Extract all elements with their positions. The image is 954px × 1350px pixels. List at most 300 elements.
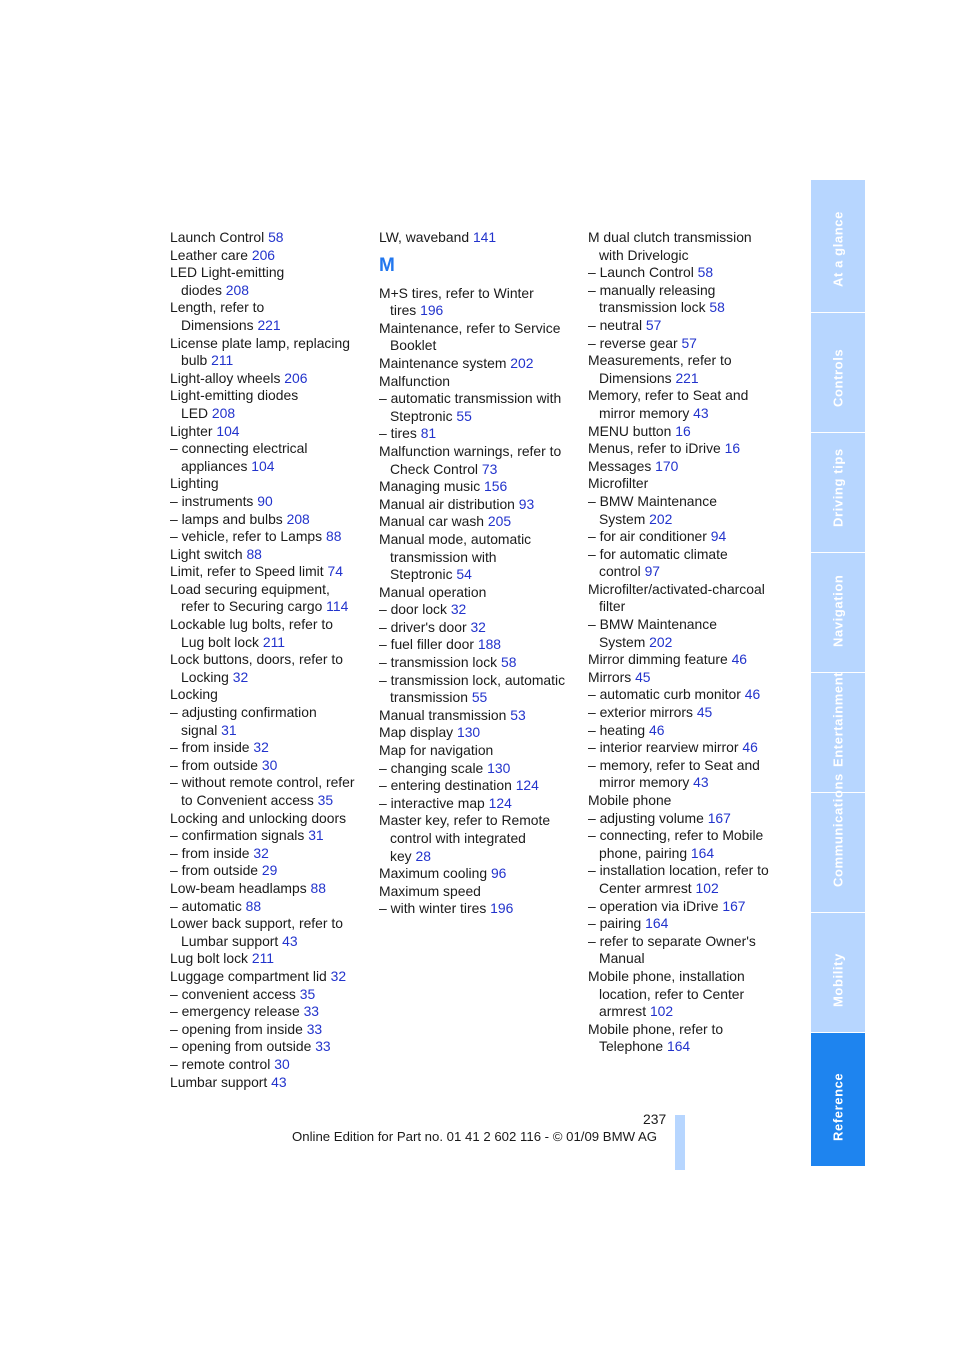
tab-mobility[interactable] [811, 913, 865, 1033]
index-term: – door lock [379, 601, 447, 618]
index-entry-line [170, 634, 370, 652]
index-entry [170, 1021, 370, 1039]
page-reference-link[interactable]: 164 [690, 844, 715, 861]
page-reference-link[interactable]: 141 [472, 229, 497, 245]
page-reference-link[interactable]: 96 [490, 865, 507, 882]
index-term: bulb [181, 352, 208, 369]
page-reference-link[interactable]: 167 [707, 809, 731, 826]
index-term: – emergency release [170, 1003, 300, 1020]
page-reference-link[interactable]: 104 [216, 422, 240, 439]
page-reference-link[interactable]: 93 [518, 495, 535, 512]
tab-controls[interactable] [811, 313, 865, 433]
index-entry [379, 496, 579, 514]
index-term: diodes [181, 281, 222, 298]
index-term: Manual operation [379, 583, 487, 600]
index-term: Manual air distribution [379, 495, 515, 512]
index-entry [170, 810, 370, 828]
page-reference-link[interactable]: 88 [246, 545, 262, 562]
page-reference-link[interactable]: 58 [268, 229, 284, 245]
tab-navigation[interactable] [811, 553, 865, 673]
page-reference-link[interactable]: 43 [282, 932, 298, 949]
page-reference-link[interactable]: 58 [709, 299, 725, 316]
page-reference-link[interactable]: 206 [251, 246, 276, 263]
tab-reference[interactable] [811, 1033, 865, 1167]
index-term: Maintenance, refer to Service [379, 319, 561, 336]
index-entry-line [170, 845, 370, 863]
index-entry-line [379, 443, 579, 461]
index-entry [170, 774, 370, 809]
page-reference-link[interactable]: 88 [325, 528, 342, 545]
page-reference-link[interactable]: 32 [232, 668, 249, 685]
index-entry-line [588, 317, 788, 335]
index-term: signal [181, 721, 218, 738]
index-entry [588, 862, 788, 897]
page-reference-link[interactable]: 130 [456, 724, 481, 741]
index-entry-line [588, 598, 788, 616]
page-reference-link[interactable]: 208 [211, 404, 236, 421]
page-reference-link[interactable]: 53 [510, 706, 526, 723]
page-reference-link[interactable]: 58 [697, 264, 714, 281]
index-term: – reverse gear [588, 334, 678, 351]
page-number: 237 [643, 1111, 667, 1127]
index-entry-line [170, 950, 370, 968]
index-term: – transmission lock, automatic [379, 671, 566, 688]
index-term: Low-beam headlamps [170, 879, 307, 896]
page-reference-link[interactable]: 102 [649, 1003, 674, 1020]
page-reference-link[interactable]: 43 [693, 774, 709, 791]
index-entry [170, 475, 370, 493]
page-reference-link[interactable]: 28 [415, 847, 431, 864]
index-entry [588, 317, 788, 335]
page-reference-link[interactable]: 35 [299, 985, 316, 1002]
page-reference-link[interactable]: 94 [710, 528, 727, 545]
index-entry-line [588, 335, 788, 353]
page-reference-link[interactable]: 46 [649, 721, 665, 738]
index-term: MENU button [588, 422, 672, 439]
page-reference-link[interactable]: 32 [470, 618, 486, 635]
index-term: – adjusting confirmation [170, 704, 317, 721]
index-entry-line [379, 425, 579, 443]
index-entry [588, 335, 788, 353]
index-entry-line [379, 549, 579, 567]
index-entry [170, 247, 370, 265]
page-reference-link[interactable]: 97 [644, 563, 661, 580]
index-term: Lower back support, refer to [170, 915, 343, 932]
index-entry-line [588, 739, 788, 757]
page-reference-link[interactable]: 46 [742, 739, 758, 756]
index-entry-line [588, 264, 788, 282]
index-term: – from inside [170, 739, 250, 756]
index-entry-line [170, 229, 370, 247]
page-reference-link[interactable]: 164 [666, 1038, 691, 1055]
index-entry-line [170, 968, 370, 986]
index-entry-line [588, 933, 788, 951]
index-term: Center armrest [599, 879, 692, 896]
index-entry-line [170, 370, 370, 388]
page-reference-link[interactable]: 196 [490, 900, 514, 917]
index-entry [588, 229, 788, 264]
page-reference-link[interactable]: 55 [456, 407, 472, 424]
page-reference-link[interactable]: 43 [271, 1073, 287, 1090]
index-term: – pairing [588, 915, 642, 932]
index-term: – Launch Control [588, 264, 694, 281]
index-entry [170, 581, 370, 616]
index-entry-line [588, 475, 788, 493]
index-entry-line [170, 546, 370, 564]
index-entry-line [588, 845, 788, 863]
index-term: Memory, refer to Seat and [588, 387, 749, 404]
index-entry [170, 229, 370, 247]
index-term: Booklet [390, 337, 437, 354]
index-term: armrest [599, 1003, 647, 1020]
index-term: Steptronic [390, 566, 453, 583]
index-entry-line [170, 282, 370, 300]
page-reference-link[interactable]: 31 [308, 827, 324, 844]
index-entry-line [588, 282, 788, 300]
index-term: mirror memory [599, 774, 690, 791]
index-term: Limit, refer to Speed limit [170, 563, 324, 580]
index-entry [170, 651, 370, 686]
page-reference-link[interactable]: 102 [695, 879, 719, 896]
index-entry-line [170, 423, 370, 441]
index-entry [588, 264, 788, 282]
index-term: Mirror dimming feature [588, 651, 728, 668]
index-entry [170, 335, 370, 370]
page-reference-link[interactable]: 170 [655, 457, 679, 474]
index-term: – connecting, refer to Mobile [588, 827, 764, 844]
index-entry-line [170, 722, 370, 740]
index-entry-line [379, 795, 579, 813]
index-entry-line [588, 792, 788, 810]
page-reference-link[interactable]: 188 [477, 636, 502, 653]
page-reference-link[interactable]: 32 [330, 967, 347, 984]
page-reference-link[interactable]: 30 [261, 756, 278, 773]
index-entry [170, 299, 370, 334]
page-reference-link[interactable]: 208 [225, 281, 249, 298]
page-reference-link[interactable]: 221 [675, 369, 699, 386]
index-term: – BMW Maintenance [588, 616, 717, 633]
index-term: Map display [379, 724, 454, 741]
index-entry [588, 722, 788, 740]
index-entry [379, 777, 579, 795]
index-term: Dimensions [181, 316, 254, 333]
index-entry-line [588, 1021, 788, 1039]
index-entry [588, 282, 788, 317]
index-term: Locking and unlocking doors [170, 809, 347, 826]
index-entry-line [170, 651, 370, 669]
index-entry [379, 320, 579, 355]
page-reference-link[interactable]: 57 [645, 316, 662, 333]
index-entry [170, 387, 370, 422]
index-entry [588, 968, 788, 1021]
page-reference-link[interactable]: 211 [262, 633, 286, 650]
index-entry [379, 742, 579, 760]
index-entry-line [588, 1038, 788, 1056]
index-entry-line [170, 511, 370, 529]
index-entry-line [379, 531, 579, 549]
index-term: Maximum cooling [379, 865, 488, 882]
page-reference-link[interactable]: 35 [317, 792, 334, 808]
index-entry-line [170, 915, 370, 933]
index-term: Microfilter/activated-charcoal [588, 580, 765, 597]
index-entry [170, 370, 370, 388]
tab-driving-tips[interactable] [811, 433, 865, 553]
index-entry [170, 1074, 370, 1092]
index-column-1 [170, 229, 370, 1091]
index-term: Locking [181, 668, 229, 685]
index-entry [379, 601, 579, 619]
index-entry [588, 1021, 788, 1056]
page-reference-link[interactable]: 43 [693, 404, 709, 421]
index-term: Manual [599, 950, 645, 967]
index-entry-line [588, 387, 788, 405]
index-entry [379, 478, 579, 496]
index-entry [379, 900, 579, 918]
index-term: System [599, 633, 646, 650]
index-entry [170, 739, 370, 757]
page-reference-link[interactable]: 16 [724, 440, 741, 457]
index-entry-line [588, 862, 788, 880]
page-reference-link[interactable]: 104 [251, 457, 275, 474]
index-entry [379, 760, 579, 778]
page-reference-link[interactable]: 88 [245, 897, 262, 914]
index-entry-line [379, 390, 579, 408]
page-reference-link[interactable]: 211 [251, 950, 275, 967]
index-entry-line [588, 352, 788, 370]
page-reference-link[interactable]: 32 [253, 739, 269, 756]
index-entry-line [588, 915, 788, 933]
index-entry-line [379, 337, 579, 355]
page-reference-link[interactable]: 45 [696, 704, 713, 721]
tab-at-a-glance[interactable] [811, 180, 865, 313]
index-entry [588, 810, 788, 828]
index-term: – confirmation signals [170, 827, 305, 844]
index-entry-line [379, 584, 579, 602]
index-entry-line [170, 880, 370, 898]
index-term: – lamps and bulbs [170, 510, 283, 527]
index-entry [170, 440, 370, 475]
letter-heading: M [379, 254, 395, 276]
index-entry [170, 1038, 370, 1056]
index-entry-line [588, 563, 788, 581]
page-reference-link[interactable]: 88 [310, 879, 326, 896]
index-entry-line [588, 774, 788, 792]
index-term: Leather care [170, 246, 248, 263]
index-entry-line [379, 742, 579, 760]
index-term: Manual transmission [379, 706, 507, 723]
page-reference-link[interactable]: 32 [450, 601, 467, 618]
index-entry-line [170, 862, 370, 880]
page-reference-link[interactable]: 73 [481, 460, 498, 477]
page-reference-link[interactable]: 208 [286, 510, 310, 527]
index-entry [379, 883, 579, 901]
index-term: – exterior mirrors [588, 704, 693, 721]
index-entry-line [379, 320, 579, 338]
index-entry-line [170, 669, 370, 687]
index-entry [170, 493, 370, 511]
page-reference-link[interactable]: 130 [487, 759, 511, 776]
index-entry [588, 898, 788, 916]
page-reference-link[interactable]: 46 [731, 651, 748, 668]
index-term: location, refer to Center [599, 985, 745, 1002]
index-entry-line [588, 827, 788, 845]
index-term: Lug bolt lock [170, 950, 248, 967]
index-entry-line [170, 581, 370, 599]
index-term: – BMW Maintenance [588, 492, 717, 509]
page-reference-link[interactable]: 29 [261, 862, 278, 879]
page-reference-link[interactable]: 57 [681, 334, 697, 351]
index-entry-line [379, 601, 579, 619]
index-term: Measurements, refer to [588, 352, 732, 369]
index-entry-line [588, 405, 788, 423]
index-entry-line [379, 724, 579, 742]
index-entry-line [588, 247, 788, 265]
index-entry [379, 672, 579, 707]
index-term: Light switch [170, 545, 243, 562]
index-term: – vehicle, refer to Lamps [170, 528, 323, 545]
page-reference-link[interactable]: 74 [327, 563, 343, 580]
page-reference-link[interactable]: 58 [500, 654, 517, 671]
page-reference-link[interactable]: 46 [744, 686, 761, 703]
page-reference-link[interactable]: 202 [649, 633, 673, 650]
index-entry [588, 493, 788, 528]
page-reference-link[interactable]: 54 [456, 566, 472, 583]
index-term: – automatic transmission with [379, 390, 562, 407]
page-reference-link[interactable]: 31 [221, 721, 237, 738]
index-entry-line [379, 848, 579, 866]
index-term: – memory, refer to Seat and [588, 756, 760, 773]
page-reference-link[interactable]: 114 [326, 598, 349, 615]
index-entry-line [588, 880, 788, 898]
index-entry-line [170, 528, 370, 546]
page-reference-link[interactable]: 32 [253, 844, 269, 861]
page-reference-link[interactable]: 221 [257, 316, 281, 333]
index-entry-line [170, 757, 370, 775]
index-term: to Convenient access [181, 792, 314, 808]
index-entry-line [170, 933, 370, 951]
index-term: Mirrors [588, 668, 632, 685]
index-entry-line [170, 563, 370, 581]
index-term: Maintenance system [379, 354, 507, 371]
index-entry-line [379, 619, 579, 637]
index-entry [379, 390, 579, 425]
index-entry-line [379, 229, 579, 247]
page-reference-link[interactable]: 202 [649, 510, 673, 527]
page-reference-link[interactable]: 205 [487, 513, 512, 530]
index-term: Steptronic [390, 407, 453, 424]
index-entry-line [379, 707, 579, 725]
index-term: Lighting [170, 475, 219, 492]
page-reference-link[interactable]: 167 [722, 897, 746, 914]
page-reference-link[interactable]: 196 [420, 302, 444, 319]
index-entry-line [170, 704, 370, 722]
index-term: Telephone [599, 1038, 664, 1055]
index-term: Luggage compartment lid [170, 967, 327, 984]
index-entry-line [588, 458, 788, 476]
index-entry-line [170, 317, 370, 335]
page-reference-link[interactable]: 156 [484, 478, 508, 495]
index-entry [588, 669, 788, 687]
index-entry-line [379, 478, 579, 496]
index-entry [170, 898, 370, 916]
index-entry-line [170, 493, 370, 511]
index-entry-line [588, 546, 788, 564]
index-entry [170, 880, 370, 898]
index-entry [379, 513, 579, 531]
index-entry [588, 827, 788, 862]
page-reference-link[interactable]: 33 [306, 1020, 323, 1037]
index-term: with Drivelogic [599, 246, 689, 263]
tab-label: Entertainment [830, 671, 846, 767]
page-reference-link[interactable]: 33 [303, 1003, 320, 1020]
index-term: Lighter [170, 422, 213, 439]
index-term: Lug bolt lock [181, 633, 259, 650]
index-entry [170, 1003, 370, 1021]
index-entry-line [379, 865, 579, 883]
index-term: Lumbar support [170, 1073, 268, 1090]
index-entry [379, 531, 579, 584]
index-entry-line [588, 511, 788, 529]
index-entry-line [170, 898, 370, 916]
index-entry [588, 651, 788, 669]
index-term: – for air conditioner [588, 528, 707, 545]
page-reference-link[interactable]: 90 [257, 492, 273, 509]
index-term: Menus, refer to iDrive [588, 440, 721, 457]
index-entry-line [170, 1003, 370, 1021]
index-term: refer to Securing cargo [181, 598, 323, 615]
page-reference-link[interactable]: 30 [274, 1055, 290, 1072]
index-term: – fuel filler door [379, 636, 474, 653]
index-entry-line [170, 264, 370, 282]
page-reference-link[interactable]: 206 [284, 369, 308, 386]
index-term: Mobile phone, installation [588, 967, 745, 984]
index-term: – tires [379, 425, 417, 442]
page-reference-link[interactable]: 45 [635, 668, 651, 685]
page-reference-link[interactable]: 164 [645, 915, 669, 932]
index-entry [588, 528, 788, 546]
index-entry [379, 865, 579, 883]
index-term: – from outside [170, 862, 259, 879]
index-term: Check Control [390, 460, 479, 477]
index-entry [379, 355, 579, 373]
index-entry [170, 986, 370, 1004]
index-entry-line [588, 440, 788, 458]
page-reference-link[interactable]: 55 [471, 689, 488, 706]
page-reference-link[interactable]: 124 [488, 794, 512, 811]
index-term: – from outside [170, 756, 259, 773]
index-entry [588, 423, 788, 441]
page-reference-link[interactable]: 33 [315, 1038, 331, 1055]
index-entry [588, 475, 788, 493]
index-term: Load securing equipment, [170, 580, 330, 597]
index-term: – remote control [170, 1055, 271, 1072]
tab-communications[interactable] [811, 773, 865, 913]
index-entry-line [588, 299, 788, 317]
index-entry-line [588, 651, 788, 669]
page-reference-link[interactable]: 81 [420, 425, 437, 442]
index-entry-line [170, 810, 370, 828]
page-reference-link[interactable]: 124 [515, 777, 539, 794]
tab-label: At a glance [830, 211, 846, 287]
index-entry-line [379, 883, 579, 901]
page-reference-link[interactable]: 211 [211, 352, 234, 369]
page-reference-link[interactable]: 202 [510, 354, 534, 371]
index-term: M dual clutch transmission [588, 229, 752, 245]
page-reference-link[interactable]: 16 [675, 422, 691, 439]
index-entry-line [379, 654, 579, 672]
index-entry [588, 616, 788, 651]
index-entry-line [170, 1038, 370, 1056]
